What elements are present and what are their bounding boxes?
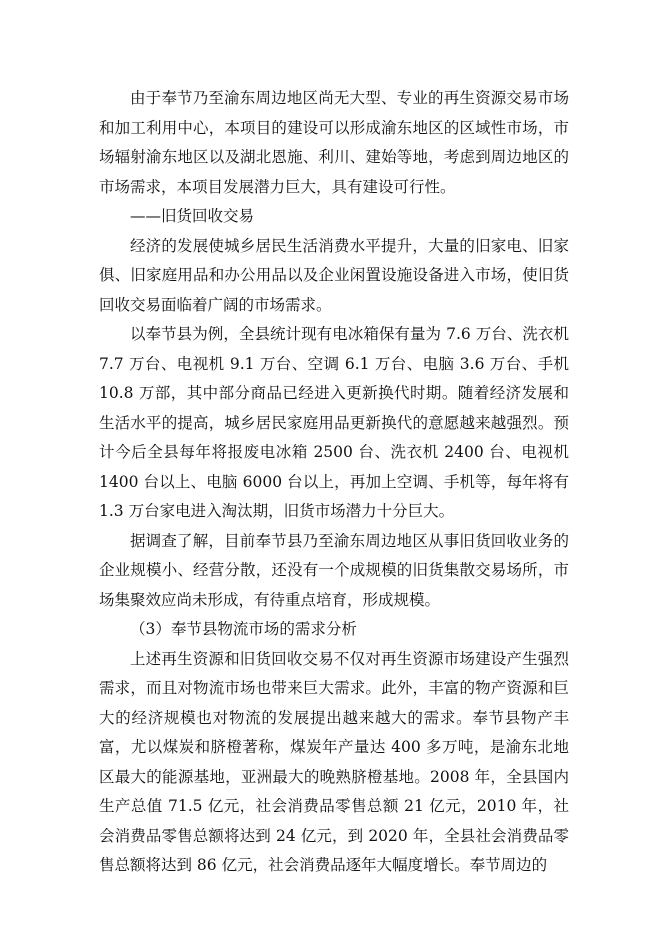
paragraph-logistics-demand: 上述再生资源和旧货回收交易不仅对再生资源市场建设产生强烈需求，而且对物流市场也带来巨大需求。此外，丰富的物产资源和巨大的经济规模也对物流的发展提出越来越大的需求。奉节县物产丰富，尤以煤炭和脐橙著称，煤炭年产量达 400 多万吨，是渝东北地区最大的能源基地，亚洲最大的晚熟脐橙基地。2008 年，全县国内生产总值 71.5 亿元，社会消费品零售总额 21 亿元，2010 年，社会消费品零售总额将达到 24 亿元，到 2020 年，全县社会消费品零售总额将达到 86 亿元，社会消费品逐年大幅度增长。奉节周边的	[99, 649, 569, 874]
paragraph-regional-market: 由于奉节乃至渝东周边地区尚无大型、专业的再生资源交易市场和加工利用中心，本项目的建设可以形成渝东地区的区域性市场，市场辐射渝东地区以及湖北恩施、利川、建始等地，考虑到周边地区的市场需求，本项目发展潜力巨大，具有建设可行性。	[99, 89, 569, 196]
document-body	[99, 84, 569, 881]
paragraph-appliance-statistics: 以奉节县为例，全县统计现有电冰箱保有量为 7.6 万台、洗衣机 7.7 万台、电视机 9.1 万台、空调 6.1 万台、电脑 3.6 万台、手机 10.8 万部，其中部分商品已经进入更新换代时期。随着经济发展和生活水平的提高，城乡居民家庭用品更新换代的意愿越来越强烈。预计今后全县每年将报废电冰箱 2500 台、洗衣机 2400 台、电视机 1400 台以上、电脑 6000 台以上，再加上空调、手机等，每年将有 1.3 万台家电进入淘汰期，旧货市场潜力十分巨大。	[99, 325, 569, 520]
section-heading-used-goods: ——旧货回收交易	[130, 207, 255, 225]
paragraph-survey-findings: 据调查了解，目前奉节县乃至渝东周边地区从事旧货回收业务的企业规模小、经营分散，还没有一个成规模的旧货集散交易场所，市场集聚效应尚未形成，有待重点培育，形成规模。	[99, 531, 569, 609]
paragraph-used-goods-demand: 经济的发展使城乡居民生活消费水平提升，大量的旧家电、旧家俱、旧家庭用品和办公用品以及企业闲置设施设备进入市场，使旧货回收交易面临着广阔的市场需求。	[99, 236, 569, 314]
section-heading-logistics: （3）奉节县物流市场的需求分析	[130, 620, 357, 638]
